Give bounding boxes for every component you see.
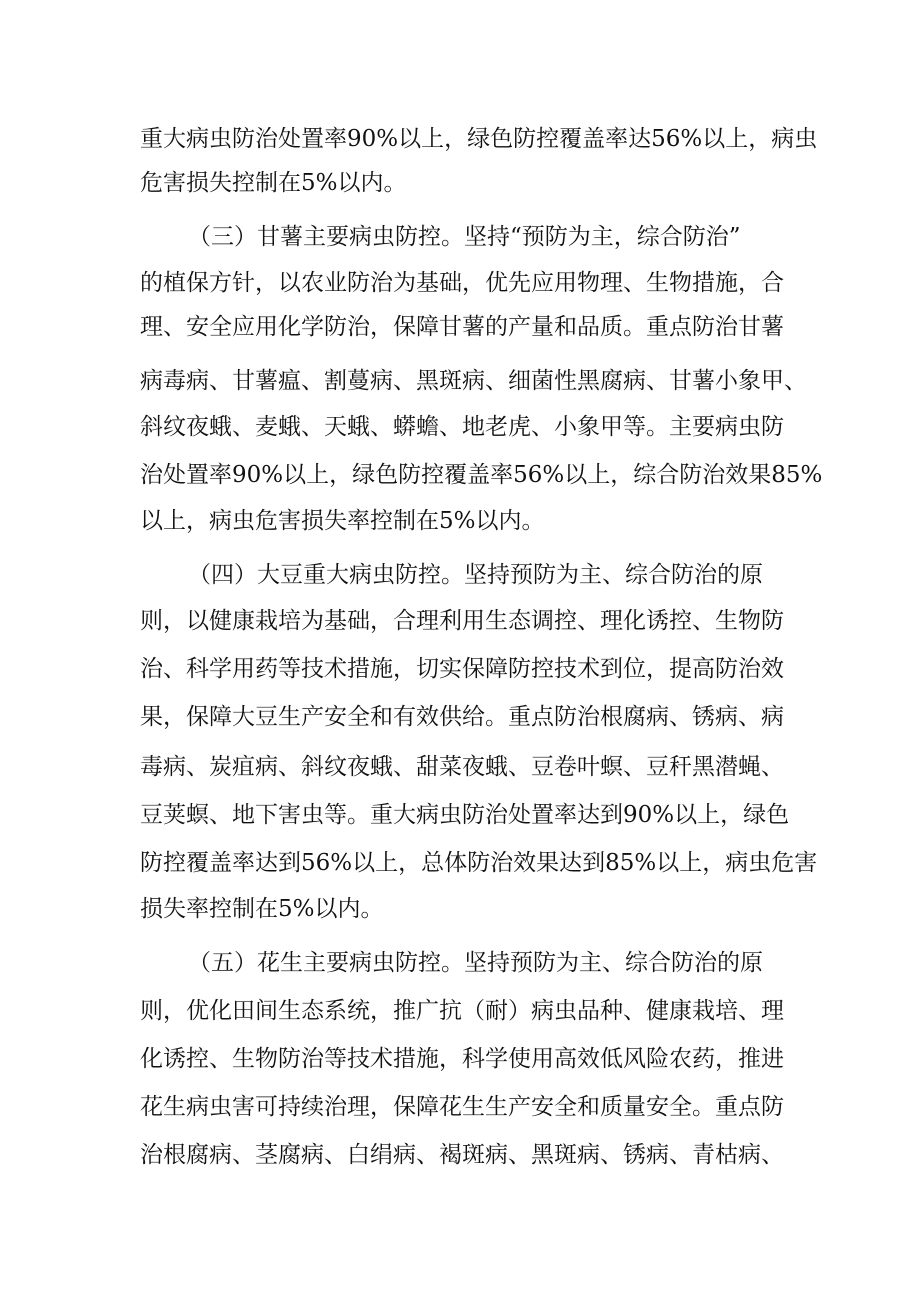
text-line: 毒病、炭疽病、斜纹夜蛾、甜菜夜蛾、豆卷叶螟、豆秆黑潜蝇、 — [140, 754, 784, 780]
text-line: 斜纹夜蛾、麦蛾、天蛾、蟒蟾、地老虎、小象甲等。主要病虫防 — [140, 414, 784, 440]
paragraph-5-heading-line: （五）花生主要病虫防控。坚持预防为主、综合防治的原 — [188, 950, 763, 976]
text-line: 以上，病虫危害损失率控制在5%以内。 — [140, 508, 545, 534]
text-line: 豆荚螟、地下害虫等。重大病虫防治处置率达到90%以上，绿色 — [140, 802, 790, 828]
text-line: 则，以健康栽培为基础，合理利用生态调控、理化诱控、生物防 — [140, 608, 784, 634]
text-line: 防控覆盖率达到56%以上，总体防治效果达到85%以上，病虫危害 — [140, 850, 818, 876]
text-line: 病毒病、甘薯瘟、割蔓病、黑斑病、细菌性黑腐病、甘薯小象甲、 — [140, 368, 807, 394]
paragraph-3-heading-line: （三）甘薯主要病虫防控。坚持“预防为主，综合防治” — [188, 224, 741, 250]
text-line: 花生病虫害可持续治理，保障花生生产安全和质量安全。重点防 — [140, 1094, 784, 1120]
text-line: 治、科学用药等技术措施，切实保障防控技术到位，提高防治效 — [140, 656, 784, 682]
text-line: 治根腐病、茎腐病、白绢病、褐斑病、黑斑病、锈病、青枯病、 — [140, 1142, 784, 1168]
text-line: 果，保障大豆生产安全和有效供给。重点防治根腐病、锈病、病 — [140, 704, 784, 730]
text-line: 的植保方针，以农业防治为基础，优先应用物理、生物措施，合 — [140, 270, 784, 296]
text-line: 则，优化田间生态系统，推广抗（耐）病虫品种、健康栽培、理 — [140, 998, 784, 1024]
text-line: 治处置率90%以上，绿色防控覆盖率56%以上，综合防治效果85% — [140, 462, 823, 488]
text-line: 重大病虫防治处置率90%以上，绿色防控覆盖率达56%以上，病虫 — [140, 126, 818, 152]
text-line: 理、安全应用化学防治，保障甘薯的产量和品质。重点防治甘薯 — [140, 314, 784, 340]
paragraph-4-heading-line: （四）大豆重大病虫防控。坚持预防为主、综合防治的原 — [188, 562, 763, 588]
text-line: 危害损失控制在5%以内。 — [140, 170, 407, 196]
text-line: 损失率控制在5%以内。 — [140, 896, 384, 922]
text-line: 化诱控、生物防治等技术措施，科学使用高效低风险农药，推进 — [140, 1046, 784, 1072]
